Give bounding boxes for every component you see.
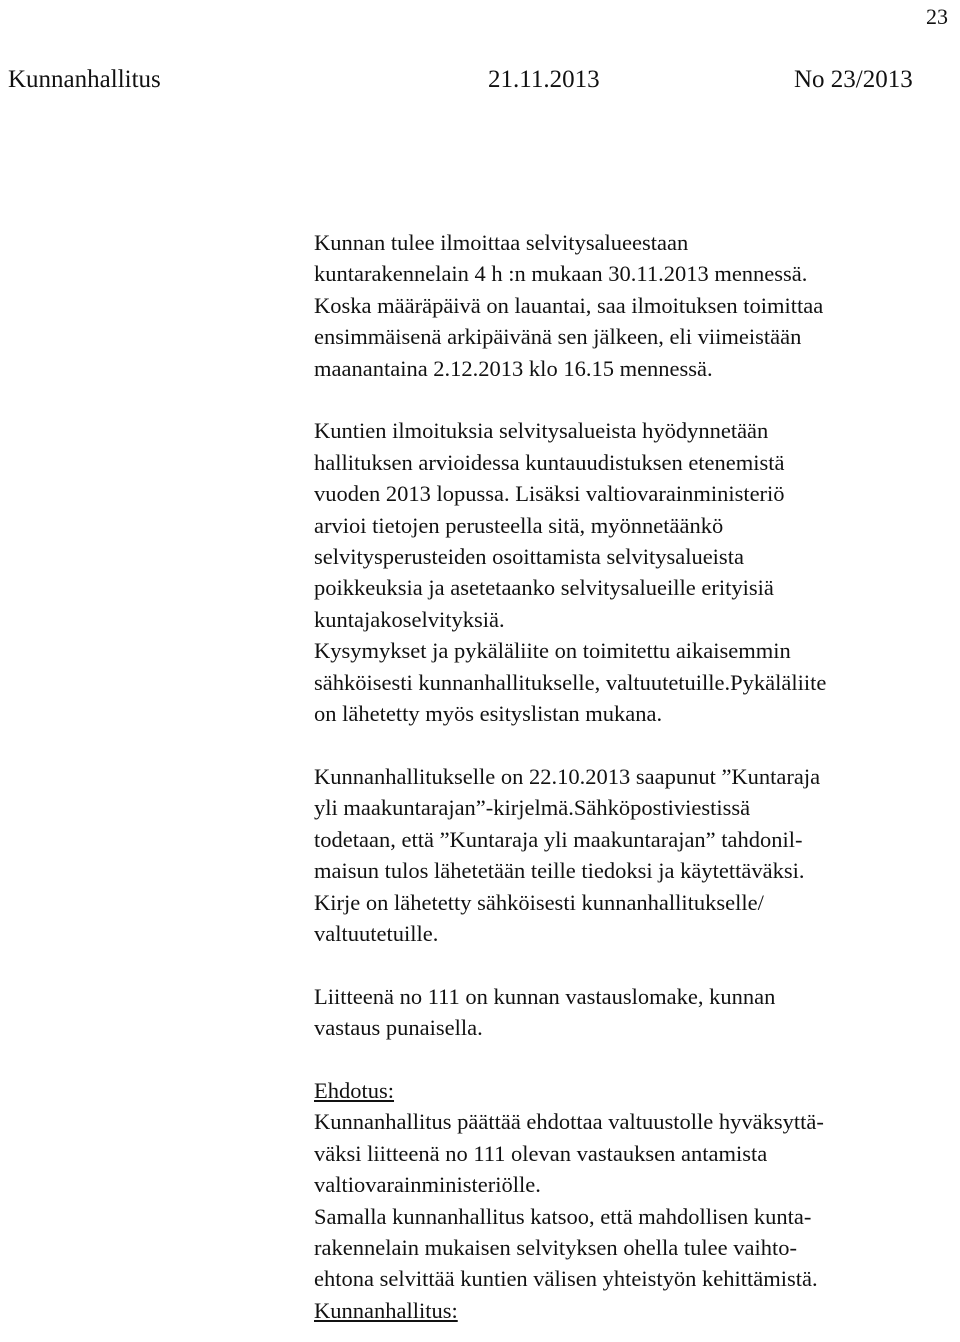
paragraph-line: maisun tulos lähetetään teille tiedoksi ja käytettäväksi. xyxy=(314,858,805,884)
paragraph-gap xyxy=(314,729,954,760)
proposal-line: väksi liitteenä no 111 olevan vastauksen antamista xyxy=(314,1140,768,1166)
paragraph-line: maanantaina 2.12.2013 klo 16.15 mennessä. xyxy=(314,355,713,381)
paragraph-line: sähköisesti kunnanhallitukselle, valtuutetuille.Pykäläliite xyxy=(314,669,827,695)
paragraph-line: Kuntien ilmoituksia selvitysalueista hyödynnetään xyxy=(314,418,769,444)
paragraph-gap xyxy=(314,949,954,980)
paragraph-line: ensimmäisenä arkipäivänä sen jälkeen, eli viimeistään xyxy=(314,324,802,350)
decision-heading: Kunnanhallitus: xyxy=(314,1297,458,1323)
paragraph-line: vuoden 2013 lopussa. Lisäksi valtiovarainministeriö xyxy=(314,481,785,507)
paragraph-line: yli maakuntarajan”-kirjelmä.Sähköpostiviestissä xyxy=(314,795,751,821)
paragraph-line: Kunnan tulee ilmoittaa selvitysalueestaan xyxy=(314,230,689,255)
paragraph-gap xyxy=(314,1044,954,1075)
paragraph-3 xyxy=(314,761,954,949)
header-number: No 23/2013 xyxy=(794,66,913,93)
paragraph-line: todetaan, että ”Kuntaraja yli maakuntarajan” tahdonil- xyxy=(314,826,803,852)
paragraph-line: vastaus punaisella. xyxy=(314,1015,483,1041)
proposal-line: Kunnanhallitus päättää ehdottaa valtuustolle hyväksyttä- xyxy=(314,1109,824,1135)
paragraph-line: Kysymykset ja pykäläliite on toimitettu aikaisemmin xyxy=(314,638,791,664)
paragraph-line: kuntarakennelain 4 h :n mukaan 30.11.2013 mennessä. xyxy=(314,261,808,287)
paragraph-gap xyxy=(314,384,954,415)
paragraph-line: valtuutetuille. xyxy=(314,920,439,946)
proposal-line: ehtona selvittää kuntien välisen yhteistyön kehittämistä. xyxy=(314,1266,818,1292)
paragraph-line: Liitteenä no 111 on kunnan vastauslomake, kunnan xyxy=(314,983,776,1009)
paragraph-line: on lähetetty myös esityslistan mukana. xyxy=(314,701,663,727)
document-body xyxy=(314,227,954,1326)
paragraph-2 xyxy=(314,415,954,729)
paragraph-line: Kunnanhallitukselle on 22.10.2013 saapunut ”Kuntaraja xyxy=(314,763,821,789)
paragraph-line: Kirje on lähetetty sähköisesti kunnanhallitukselle/ xyxy=(314,889,764,915)
paragraph-4 xyxy=(314,981,954,1044)
paragraph-1 xyxy=(314,227,954,384)
proposal-line: valtiovarainministeriölle. xyxy=(314,1172,541,1198)
paragraph-line: arvioi tietojen perusteella sitä, myönnetäänkö xyxy=(314,512,724,538)
paragraph-line: kuntajakoselvityksiä. xyxy=(314,606,505,632)
paragraph-line: hallituksen arvioidessa kuntauudistuksen etenemistä xyxy=(314,449,785,475)
paragraph-line: poikkeuksia ja asetetaanko selvitysalueille erityisiä xyxy=(314,575,774,601)
proposal-line: rakennelain mukaisen selvityksen ohella tulee vaihto- xyxy=(314,1234,797,1260)
page-number: 23 xyxy=(926,4,948,29)
proposal-heading: Ehdotus: xyxy=(314,1077,395,1103)
paragraph-line: selvitysperusteiden osoittamista selvitysalueista xyxy=(314,544,744,570)
paragraph-line: Koska määräpäivä on lauantai, saa ilmoituksen toimittaa xyxy=(314,292,824,318)
header-date: 21.11.2013 xyxy=(488,66,600,93)
header-org: Kunnanhallitus xyxy=(8,66,161,93)
proposal-section xyxy=(314,1075,954,1326)
proposal-line: Samalla kunnanhallitus katsoo, että mahdollisen kunta- xyxy=(314,1203,812,1229)
